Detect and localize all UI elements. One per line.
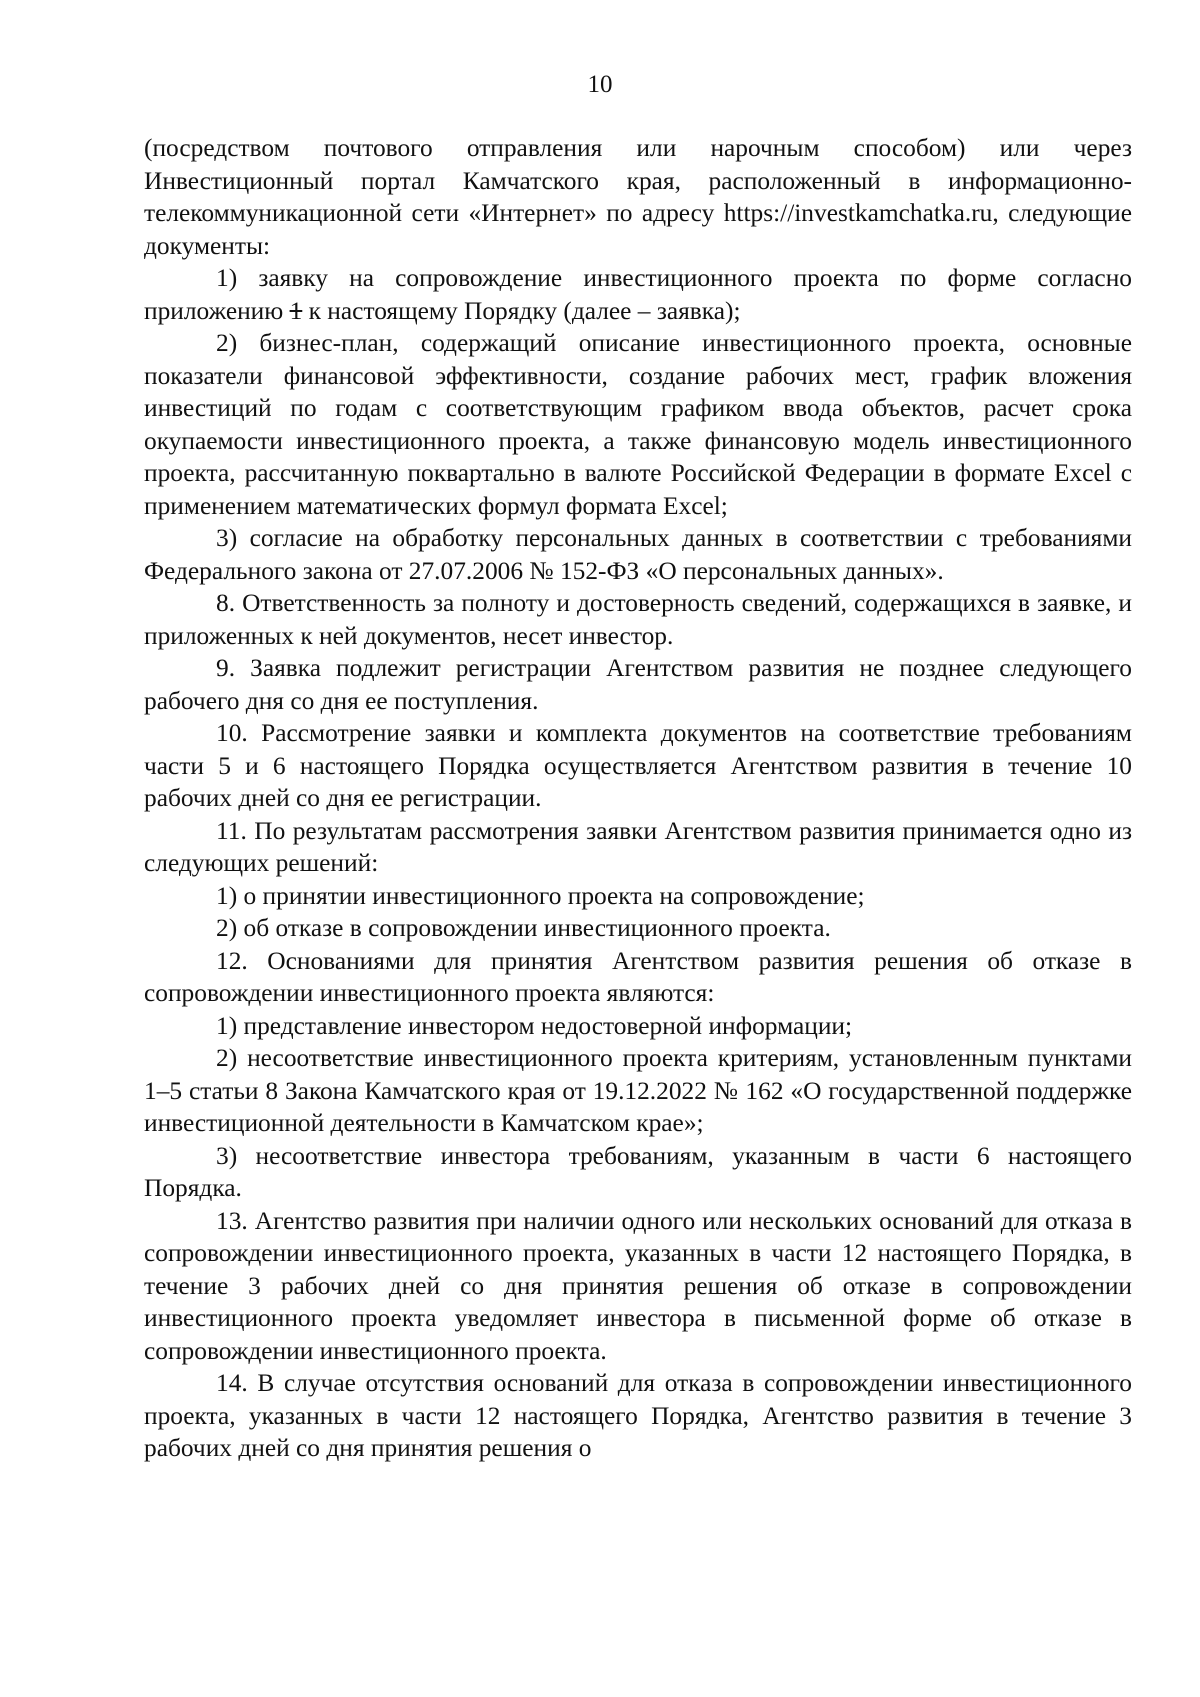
paragraph-item-8: 8. Ответственность за полноту и достоверность сведений, содержащихся в заявке, и приложенных к ней документов, несет инвестор. xyxy=(144,589,1132,650)
paragraph-item-12: 12. Основаниями для принятия Агентством развития решения об отказе в сопровождении инвестиционного проекта являются: xyxy=(144,946,1132,1007)
paragraph-item-11-sub-2: 2) об отказе в сопровождении инвестиционного проекта. xyxy=(216,914,831,942)
paragraph-document-1-text-before: 1) заявку на сопровождение инвестиционного проекта по форме согласно приложению xyxy=(144,264,1132,325)
paragraph-intro: (посредством почтового отправления или нарочным способом) или через Инвестиционный портал Камчатского края, расположенный в информационно-телекоммуникационной сети «Интернет» по адресу https://investkamchatka.ru, следующие документы: xyxy=(144,134,1132,260)
paragraph-item-14: 14. В случае отсутствия оснований для отказа в сопровождении инвестиционного проекта, указанных в части 12 настоящего Порядка, Агентство развития в течение 3 рабочих дней со дня принятия решения о xyxy=(144,1369,1132,1462)
paragraph-document-1-text-after: к настоящему Порядку (далее – заявка); xyxy=(302,296,741,325)
paragraph-document-3: 3) согласие на обработку персональных данных в соответствии с требованиями Федерального закона от 27.07.2006 № 152-ФЗ «О персональных данных». xyxy=(144,524,1132,585)
document-body xyxy=(144,132,1132,1465)
paragraph-item-9: 9. Заявка подлежит регистрации Агентством развития не позднее следующего рабочего дня со дня ее поступления. xyxy=(144,654,1132,715)
paragraph-item-11: 11. По результатам рассмотрения заявки Агентством развития принимается одно из следующих решений: xyxy=(144,816,1132,877)
struck-appendix-number: 1 xyxy=(289,296,303,325)
paragraph-item-12-sub-1: 1) представление инвестором недостоверной информации; xyxy=(216,1011,853,1040)
page-number: 10 xyxy=(587,71,613,98)
paragraph-item-12-sub-2: 2) несоответствие инвестиционного проекта критериям, установленным пунктами 1–5 статьи 8 Закона Камчатского края от 19.12.2022 № 162 «О государственной поддержке инвестиционной деятельности в Камчатском крае»; xyxy=(144,1044,1132,1137)
paragraph-item-10: 10. Рассмотрение заявки и комплекта документов на соответствие требованиям части 5 и 6 настоящего Порядка осуществляется Агентством развития в течение 10 рабочих дней со дня ее регистрации. xyxy=(144,719,1132,812)
paragraph-item-11-sub-1: 1) о принятии инвестиционного проекта на сопровождение; xyxy=(216,881,865,910)
paragraph-item-12-sub-3: 3) несоответствие инвестора требованиям, указанным в части 6 настоящего Порядка. xyxy=(144,1141,1132,1202)
paragraph-document-2: 2) бизнес-план, содержащий описание инвестиционного проекта, основные показатели финансовой эффективности, создание рабочих мест, график вложения инвестиций по годам с соответствующим графиком ввода объектов, расчет срока окупаемости инвестиционного проекта, а также финансовую модель инвестиционного проекта, рассчитанную поквартально в валюте Российской Федерации в формате Excel с применением математических формул формата Excel; xyxy=(144,329,1132,520)
paragraph-document-1 xyxy=(144,262,1132,327)
paragraph-item-13: 13. Агентство развития при наличии одного или нескольких оснований для отказа в сопровождении инвестиционного проекта, указанных в части 12 настоящего Порядка, в течение 3 рабочих дней со дня принятия решения об отказе в сопровождении инвестиционного проекта уведомляет инвестора в письменной форме об отказе в сопровождении инвестиционного проекта. xyxy=(144,1206,1132,1365)
